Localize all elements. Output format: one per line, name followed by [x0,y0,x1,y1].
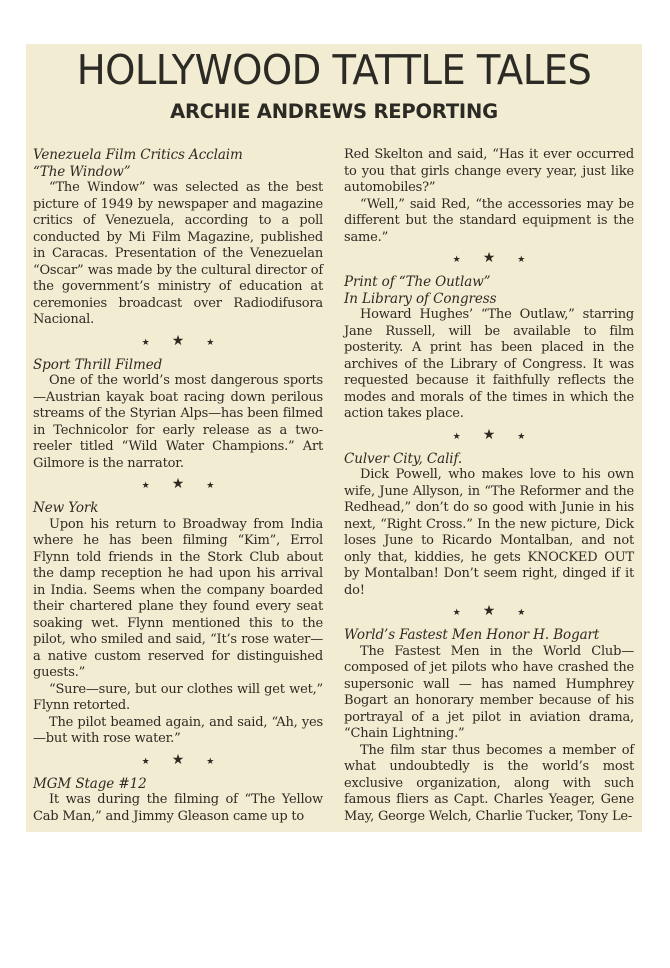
article-paragraph: “Sure—sure, but our clothes will get wet,” Flynn retorted. [33,681,323,713]
article-mgm-stage-continued [344,147,634,246]
article-paragraph: Upon his return to Broadway from India where he has been filming “Kim”, Errol Flynn told friends in the Stork Club about the damp reception he had upon his arrival in India. Seems when the company boarded their chartered plane they found every seat soaking wet. Flynn mentioned this to the pilot, who smiled and said, “It’s rose water—a native custom reserved for distinguished guests.” [33,516,323,680]
star-divider: ★★★ [141,476,237,492]
article-paragraph: “Well,” said Red, “the accessories may be different but the standard equipment is the same.” [344,196,634,245]
article-new-york [33,500,323,748]
star-divider: ★★★ [452,426,548,443]
article-the-outlaw [344,274,634,423]
article-paragraph: The Fastest Men in the World Club—composed of jet pilots who have crashed the supersonic wall — has named Humphrey Bogart an honorary member because of his portrayal of a jet pilot in aviation drama, “Chain Lightning.” [344,643,634,741]
masthead-title: HOLLYWOOD TATTLE TALES [76,46,592,94]
article-subheading: “The Window” [33,163,131,180]
right-column [344,147,634,825]
article-paragraph: The pilot beamed again, and said, “Ah, yes —but with rose water.” [33,714,323,746]
article-fastest-men [344,627,634,825]
article-paragraph: Howard Hughes’ “The Outlaw,” starring Jane Russell, will be available to film posterity. A print has been placed in the archives of the Library of Congress. It was requested because it faithfully reflects the modes and morals of the times in which the action takes place. [344,307,634,421]
article-paragraph: The film star thus becomes a member of what undoubtedly is the world’s most exclusive organization, along with such famous fliers as Capt. Charles Yeager, Gene May, George Welch, Charlie Tucker, Tony Le- [344,742,634,824]
article-heading: World’s Fastest Men Honor H. Bogart [344,627,600,643]
article-heading: New York [33,500,99,516]
article-heading: Print of “The Outlaw” [344,274,491,290]
left-column [33,147,323,825]
article-sport-thrill [33,357,323,473]
byline: ARCHIE ANDREWS REPORTING [170,100,498,123]
article-heading: MGM Stage #12 [33,775,147,792]
star-divider: ★★★ [141,751,237,768]
star-divider: ★★★ [452,603,548,619]
article-heading: Culver City, Calif. [344,450,463,467]
article-venezuela [33,147,323,329]
article-mgm-stage [33,776,323,826]
star-divider: ★★★ [141,332,237,349]
article-subheading: In Library of Congress [344,290,497,307]
article-culver-city [344,451,634,600]
article-paragraph: Dick Powell, who makes love to his own wife, June Allyson, in “The Reformer and the Redhead,” don’t do so good with Junie in his next, “Right Cross.” In the new picture, Dick loses June to Ricardo Montalban, and not only that, kiddies, he gets KNOCKED OUT by Montalban! Don’t seem right, dinged if it do! [344,467,634,598]
article-heading: Sport Thrill Filmed [33,356,163,373]
article-paragraph: Red Skelton and said, “Has it ever occurred to you that girls change every year, just like automobiles?” [344,147,634,195]
article-paragraph: It was during the filming of “The Yellow Cab Man,” and Jimmy Gleason came up to [33,792,323,824]
newspaper-clipping [26,44,642,832]
article-paragraph: One of the world’s most dangerous sports —Austrian kayak boat racing down perilous streams of the Styrian Alps—has been filmed in Technicolor for early release as a two-reeler titled “Wild Water Champions.” Art Gilmore is the narrator. [33,373,323,471]
star-divider: ★★★ [452,250,548,266]
article-heading: Venezuela Film Critics Acclaim [33,147,243,163]
article-paragraph: “The Window” was selected as the best picture of 1949 by newspaper and magazine critics of Venezuela, according to a poll conducted by Mi Film Magazine, published in Caracas. Presentation of the Venezuelan “Oscar” was made by the cultural director of the government’s ministry of education at ceremonies broadcast over Radiodifusora Nacional. [33,180,323,327]
